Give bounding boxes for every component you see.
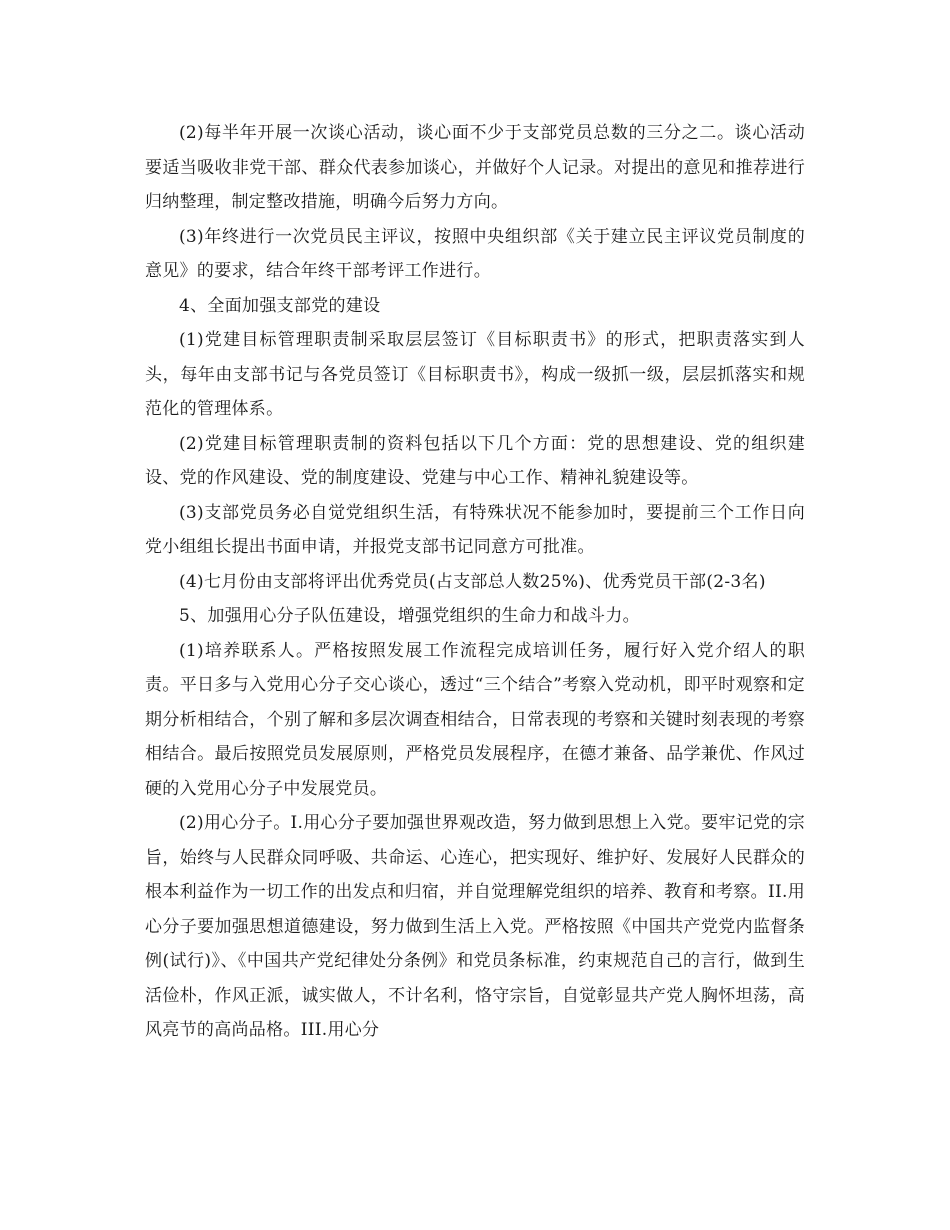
- paragraph-contact-person: (1)培养联系人。严格按照发展工作流程完成培训任务，履行好入党介绍人的职责。平日多与入党用心分子交心谈心，透过“三个结合”考察入党动机，即平时观察和定期分析相结合，个别了解和多层次调查相结合，日常表现的考察和关键时刻表现的考察相结合。最后按照党员发展原则，严格党员发展程序，在德才兼备、品学兼优、作风过硬的入党用心分子中发展党员。: [145, 640, 805, 799]
- paragraph-target-responsibility: (1)党建目标管理职责制采取层层签订《目标职责书》的形式，把职责落实到人头，每年由支部书记与各党员签订《目标职责书》，构成一级抓一级，层层抓落实和规范化的管理体系。: [145, 330, 805, 419]
- paragraph-democratic-review: (3)年终进行一次党员民主评议，按照中央组织部《关于建立民主评议党员制度的意见》的要求，结合年终干部考评工作进行。: [145, 226, 805, 281]
- section-heading-5: 5、加强用心分子队伍建设，增强党组织的生命力和战斗力。: [179, 606, 640, 626]
- paragraph-responsibility-content: (2)党建目标管理职责制的资料包括以下几个方面：党的思想建设、党的组织建设、党的作风建设、党的制度建设、党建与中心工作、精神礼貌建设等。: [145, 433, 805, 488]
- paragraph-activists: (2)用心分子。I.用心分子要加强世界观改造，努力做到思想上入党。要牢记党的宗旨，始终与人民群众同呼吸、共命运、心连心，把实现好、维护好、发展好人民群众的根本利益作为一切工作的出发点和归宿，并自觉理解党组织的培养、教育和考察。II.用心分子要加强思想道德建设，努力做到生活上入党。严格按照《中国共产党党内监督条例(试行)》、《中国共产党纪律处分条例》和党员条标准，约束规范自己的言行，做到生活俭朴，作风正派，诚实做人，不计名利，恪守宗旨，自觉彰显共产党人胸怀坦荡，高风亮节的高尚品格。III.用心分: [145, 813, 805, 1040]
- paragraph-talk-activity: (2)每半年开展一次谈心活动，谈心面不少于支部党员总数的三分之二。谈心活动要适当吸收非党干部、群众代表参加谈心，并做好个人记录。对提出的意见和推荐进行归纳整理，制定整改措施，明确今后努力方向。: [145, 123, 805, 212]
- section-heading-4: 4、全面加强支部党的建设: [179, 295, 381, 316]
- paragraph-organization-life: (3)支部党员务必自觉党组织生活，有特殊状况不能参加时，要提前三个工作日向党小组组长提出书面申请，并报党支部书记同意方可批准。: [145, 502, 805, 557]
- paragraph-excellent-members: (4)七月份由支部将评出优秀党员(占支部总人数25%)、优秀党员干部(2-3名): [179, 571, 766, 592]
